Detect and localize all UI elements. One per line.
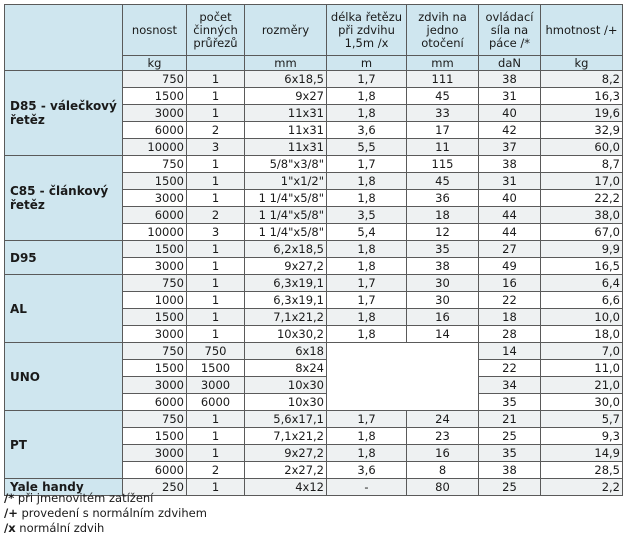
cell-nosnost: 3000	[123, 326, 187, 343]
cell-hmotnost: 60,0	[541, 139, 623, 156]
empty-cell	[327, 343, 479, 411]
footnote	[4, 491, 207, 506]
cell-rozmery: 11x31	[245, 139, 327, 156]
cell-nosnost: 1500	[123, 241, 187, 258]
cell-nosnost: 1500	[123, 360, 187, 377]
cell-sila: 25	[479, 428, 541, 445]
group-label: D95	[5, 241, 123, 275]
cell-sila: 18	[479, 309, 541, 326]
cell-sila: 31	[479, 88, 541, 105]
cell-rozmery: 10x30	[245, 377, 327, 394]
group-label: UNO	[5, 343, 123, 411]
cell-delka: 1,8	[327, 88, 407, 105]
cell-delka: 1,7	[327, 275, 407, 292]
cell-rozmery: 6,2x18,5	[245, 241, 327, 258]
cell-delka: -	[327, 479, 407, 496]
cell-nosnost: 3000	[123, 445, 187, 462]
cell-hmotnost: 7,0	[541, 343, 623, 360]
cell-nosnost: 1500	[123, 173, 187, 190]
cell-pocet: 1	[187, 156, 245, 173]
cell-sila: 44	[479, 207, 541, 224]
cell-hmotnost: 67,0	[541, 224, 623, 241]
cell-delka: 3,6	[327, 462, 407, 479]
cell-hmotnost: 11,0	[541, 360, 623, 377]
unit-rozmery: mm	[245, 56, 327, 71]
cell-nosnost: 3000	[123, 258, 187, 275]
cell-delka: 3,6	[327, 122, 407, 139]
cell-zdvih: 14	[407, 326, 479, 343]
unit-zdvih: mm	[407, 56, 479, 71]
cell-sila: 40	[479, 105, 541, 122]
cell-nosnost: 750	[123, 343, 187, 360]
cell-hmotnost: 32,9	[541, 122, 623, 139]
spec-table	[4, 4, 623, 496]
cell-zdvih: 24	[407, 411, 479, 428]
cell-zdvih: 115	[407, 156, 479, 173]
cell-delka: 1,7	[327, 71, 407, 88]
header-sila: ovládací síla na páce /*	[479, 5, 541, 56]
cell-nosnost: 6000	[123, 122, 187, 139]
unit-nosnost: kg	[123, 56, 187, 71]
cell-zdvih: 33	[407, 105, 479, 122]
cell-zdvih: 45	[407, 173, 479, 190]
header-delka: délka řetězu při zdvihu 1,5m /x	[327, 5, 407, 56]
cell-rozmery: 1 1/4"x5/8"	[245, 224, 327, 241]
cell-pocet: 1	[187, 190, 245, 207]
cell-sila: 42	[479, 122, 541, 139]
footnote-text: při jmenovitém zatížení	[14, 491, 154, 505]
cell-rozmery: 9x27,2	[245, 445, 327, 462]
cell-pocet: 1	[187, 105, 245, 122]
cell-nosnost: 3000	[123, 105, 187, 122]
cell-nosnost: 10000	[123, 139, 187, 156]
cell-sila: 27	[479, 241, 541, 258]
table-row	[5, 411, 623, 428]
cell-zdvih: 38	[407, 258, 479, 275]
cell-pocet: 2	[187, 122, 245, 139]
cell-sila: 16	[479, 275, 541, 292]
cell-pocet: 1	[187, 173, 245, 190]
cell-delka: 1,8	[327, 173, 407, 190]
cell-zdvih: 16	[407, 309, 479, 326]
cell-hmotnost: 17,0	[541, 173, 623, 190]
cell-delka: 1,8	[327, 309, 407, 326]
table-row	[5, 343, 623, 360]
cell-sila: 25	[479, 479, 541, 496]
cell-zdvih: 23	[407, 428, 479, 445]
cell-pocet: 1500	[187, 360, 245, 377]
cell-rozmery: 5/8"x3/8"	[245, 156, 327, 173]
cell-zdvih: 30	[407, 292, 479, 309]
cell-nosnost: 6000	[123, 394, 187, 411]
cell-hmotnost: 9,9	[541, 241, 623, 258]
cell-pocet: 1	[187, 258, 245, 275]
cell-pocet: 6000	[187, 394, 245, 411]
cell-hmotnost: 2,2	[541, 479, 623, 496]
cell-pocet: 1	[187, 275, 245, 292]
cell-sila: 49	[479, 258, 541, 275]
cell-sila: 14	[479, 343, 541, 360]
cell-pocet: 3000	[187, 377, 245, 394]
cell-hmotnost: 6,6	[541, 292, 623, 309]
cell-zdvih: 18	[407, 207, 479, 224]
cell-sila: 37	[479, 139, 541, 156]
cell-delka: 1,7	[327, 156, 407, 173]
cell-delka: 1,8	[327, 190, 407, 207]
cell-hmotnost: 14,9	[541, 445, 623, 462]
cell-rozmery: 4x12	[245, 479, 327, 496]
cell-hmotnost: 16,3	[541, 88, 623, 105]
cell-rozmery: 9x27,2	[245, 258, 327, 275]
cell-hmotnost: 21,0	[541, 377, 623, 394]
cell-pocet: 750	[187, 343, 245, 360]
cell-zdvih: 80	[407, 479, 479, 496]
cell-nosnost: 1500	[123, 88, 187, 105]
cell-rozmery: 1"x1/2"	[245, 173, 327, 190]
unit-delka: m	[327, 56, 407, 71]
cell-sila: 35	[479, 394, 541, 411]
unit-hmotnost: kg	[541, 56, 623, 71]
cell-sila: 28	[479, 326, 541, 343]
cell-sila: 35	[479, 445, 541, 462]
cell-hmotnost: 18,0	[541, 326, 623, 343]
cell-nosnost: 250	[123, 479, 187, 496]
cell-zdvih: 8	[407, 462, 479, 479]
cell-hmotnost: 8,2	[541, 71, 623, 88]
cell-hmotnost: 9,3	[541, 428, 623, 445]
cell-hmotnost: 5,7	[541, 411, 623, 428]
cell-delka: 1,8	[327, 241, 407, 258]
cell-sila: 22	[479, 360, 541, 377]
cell-hmotnost: 30,0	[541, 394, 623, 411]
header-corner	[5, 5, 123, 71]
table-row	[5, 275, 623, 292]
footnote	[4, 506, 207, 521]
cell-hmotnost: 10,0	[541, 309, 623, 326]
cell-pocet: 1	[187, 428, 245, 445]
cell-zdvih: 35	[407, 241, 479, 258]
cell-delka: 1,8	[327, 326, 407, 343]
cell-rozmery: 5,6x17,1	[245, 411, 327, 428]
cell-zdvih: 30	[407, 275, 479, 292]
cell-pocet: 1	[187, 411, 245, 428]
cell-hmotnost: 19,6	[541, 105, 623, 122]
cell-pocet: 2	[187, 207, 245, 224]
cell-zdvih: 45	[407, 88, 479, 105]
cell-delka: 1,8	[327, 445, 407, 462]
cell-rozmery: 9x27	[245, 88, 327, 105]
cell-pocet: 3	[187, 224, 245, 241]
cell-pocet: 1	[187, 292, 245, 309]
cell-delka: 5,5	[327, 139, 407, 156]
footnote-text: provedení s normálním zdvihem	[17, 506, 207, 520]
cell-nosnost: 3000	[123, 377, 187, 394]
cell-nosnost: 6000	[123, 207, 187, 224]
footnote-text: normální zdvih	[15, 521, 105, 535]
cell-sila: 31	[479, 173, 541, 190]
group-label: C85 - článkový řetěz	[5, 156, 123, 241]
unit-pocet	[187, 56, 245, 71]
cell-delka: 5,4	[327, 224, 407, 241]
cell-delka: 1,8	[327, 428, 407, 445]
footnote	[4, 521, 207, 536]
cell-hmotnost: 22,2	[541, 190, 623, 207]
group-label: D85 - válečkový řetěz	[5, 71, 123, 156]
cell-rozmery: 10x30,2	[245, 326, 327, 343]
cell-sila: 40	[479, 190, 541, 207]
table-row	[5, 156, 623, 173]
group-label: PT	[5, 411, 123, 479]
cell-zdvih: 17	[407, 122, 479, 139]
cell-rozmery: 2x27,2	[245, 462, 327, 479]
cell-nosnost: 750	[123, 71, 187, 88]
cell-nosnost: 1500	[123, 428, 187, 445]
cell-sila: 38	[479, 156, 541, 173]
cell-rozmery: 6x18	[245, 343, 327, 360]
cell-pocet: 2	[187, 462, 245, 479]
cell-zdvih: 36	[407, 190, 479, 207]
header-pocet: počet činných průřezů	[187, 5, 245, 56]
cell-rozmery: 11x31	[245, 105, 327, 122]
cell-sila: 21	[479, 411, 541, 428]
cell-rozmery: 7,1x21,2	[245, 428, 327, 445]
cell-zdvih: 12	[407, 224, 479, 241]
cell-zdvih: 16	[407, 445, 479, 462]
cell-delka: 3,5	[327, 207, 407, 224]
cell-rozmery: 1 1/4"x5/8"	[245, 190, 327, 207]
cell-pocet: 1	[187, 309, 245, 326]
table-row	[5, 241, 623, 258]
group-label: AL	[5, 275, 123, 343]
header-hmotnost: hmotnost /+	[541, 5, 623, 56]
cell-sila: 22	[479, 292, 541, 309]
cell-delka: 1,8	[327, 258, 407, 275]
cell-rozmery: 8x24	[245, 360, 327, 377]
table-row	[5, 71, 623, 88]
cell-rozmery: 6,3x19,1	[245, 275, 327, 292]
cell-sila: 38	[479, 462, 541, 479]
footnote-mark: /x	[4, 521, 16, 535]
cell-delka: 1,8	[327, 105, 407, 122]
cell-hmotnost: 38,0	[541, 207, 623, 224]
cell-nosnost: 3000	[123, 190, 187, 207]
footnote-mark: /+	[4, 506, 18, 520]
header-nosnost: nosnost	[123, 5, 187, 56]
cell-hmotnost: 28,5	[541, 462, 623, 479]
cell-hmotnost: 16,5	[541, 258, 623, 275]
group-label: Yale handy	[5, 479, 123, 496]
cell-zdvih: 11	[407, 139, 479, 156]
cell-rozmery: 11x31	[245, 122, 327, 139]
unit-sila: daN	[479, 56, 541, 71]
cell-rozmery: 7,1x21,2	[245, 309, 327, 326]
cell-nosnost: 10000	[123, 224, 187, 241]
footnote-mark: /*	[4, 491, 15, 505]
cell-hmotnost: 6,4	[541, 275, 623, 292]
cell-pocet: 1	[187, 241, 245, 258]
cell-hmotnost: 8,7	[541, 156, 623, 173]
cell-zdvih: 111	[407, 71, 479, 88]
cell-nosnost: 750	[123, 275, 187, 292]
cell-rozmery: 10x30	[245, 394, 327, 411]
cell-delka: 1,7	[327, 411, 407, 428]
cell-pocet: 3	[187, 139, 245, 156]
cell-pocet: 1	[187, 71, 245, 88]
cell-nosnost: 1500	[123, 309, 187, 326]
cell-rozmery: 6,3x19,1	[245, 292, 327, 309]
cell-pocet: 1	[187, 479, 245, 496]
cell-nosnost: 6000	[123, 462, 187, 479]
cell-sila: 34	[479, 377, 541, 394]
cell-rozmery: 6x18,5	[245, 71, 327, 88]
cell-pocet: 1	[187, 326, 245, 343]
cell-rozmery: 1 1/4"x5/8"	[245, 207, 327, 224]
cell-nosnost: 1000	[123, 292, 187, 309]
cell-sila: 44	[479, 224, 541, 241]
cell-nosnost: 750	[123, 411, 187, 428]
cell-pocet: 1	[187, 445, 245, 462]
footnotes	[4, 491, 207, 536]
cell-nosnost: 750	[123, 156, 187, 173]
header-rozmery: rozměry	[245, 5, 327, 56]
cell-delka: 1,7	[327, 292, 407, 309]
cell-sila: 38	[479, 71, 541, 88]
header-row	[5, 5, 623, 56]
header-zdvih: zdvih na jedno otočení	[407, 5, 479, 56]
cell-pocet: 1	[187, 88, 245, 105]
